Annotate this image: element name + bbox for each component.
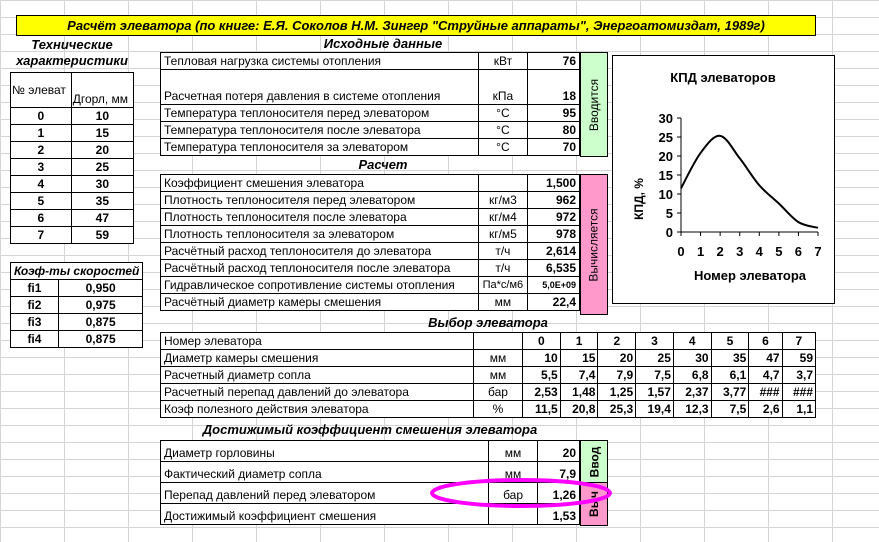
chart-y-tick-label: 20 [658, 149, 673, 164]
tech-throat: 15 [71, 125, 133, 142]
select-cell: 2,6 [749, 401, 782, 418]
select-cell: 1,57 [636, 384, 674, 401]
select-cell: 6,1 [711, 367, 749, 384]
reach-input-label: Ввод [580, 440, 608, 484]
select-cell: 25,3 [598, 401, 636, 418]
speed-value: 0,975 [58, 297, 142, 314]
tech-number: 1 [11, 125, 72, 142]
calc-unit: кг/м3 [478, 192, 528, 209]
reach-unit: мм [488, 462, 538, 483]
calc-label: Гидравлическое сопротивление системы отопления [161, 277, 479, 294]
select-cell: 7 [782, 333, 815, 350]
tech-number: 0 [11, 108, 72, 125]
select-cell: 6 [749, 333, 782, 350]
select-cell: 30 [673, 350, 711, 367]
calc-side-label: Вычисляется [580, 174, 608, 315]
input-unit: кВт [478, 53, 528, 70]
highlight-ellipse [428, 476, 614, 510]
select-cell: 2 [598, 333, 636, 350]
chart-x-tick-label: 3 [736, 244, 744, 259]
input-label: Тепловая нагрузка системы отопления [161, 53, 479, 70]
select-label: Номер элеватора [161, 333, 474, 350]
input-label: Температура теплоносителя перед элеватором [161, 105, 479, 122]
calc-unit: Па*с/м6 [478, 277, 528, 294]
select-cell: ### [782, 384, 815, 401]
tech-number: 3 [11, 159, 72, 176]
select-cell: 20 [598, 350, 636, 367]
calc-label: Плотность теплоносителя за элеватором [161, 226, 479, 243]
reach-calc-label: Выч [580, 482, 608, 526]
select-cell: 1,25 [598, 384, 636, 401]
select-cell: 11,5 [523, 401, 561, 418]
input-side-label: Вводится [580, 52, 608, 157]
tech-number: 4 [11, 176, 72, 193]
speed-table [10, 262, 143, 348]
calc-label: Плотность теплоносителя после элеватора [161, 209, 479, 226]
select-cell: 10 [523, 350, 561, 367]
input-unit: °C [478, 122, 528, 139]
input-label: Расчетная потеря давления в системе отопления [161, 70, 479, 105]
reach-label: Перепад давлений перед элеватором [161, 483, 489, 504]
reach-unit: мм [488, 441, 538, 462]
tech-throat: 20 [71, 142, 133, 159]
calc-unit: кг/м4 [478, 209, 528, 226]
tech-throat: 30 [71, 176, 133, 193]
calc-value: 972 [528, 209, 580, 226]
select-table [160, 332, 816, 418]
input-value: 76 [528, 53, 580, 70]
chart-y-tick-label: 15 [658, 168, 673, 183]
speed-header: Коэф-ты скоростей [11, 263, 143, 280]
select-cell: 19,4 [636, 401, 674, 418]
calc-label: Плотность теплоносителя перед элеватором [161, 192, 479, 209]
chart-title: КПД элеваторов [670, 70, 776, 85]
speed-name: fi4 [11, 331, 59, 348]
tech-col1: № элеват [11, 73, 72, 108]
select-cell: 3,7 [782, 367, 815, 384]
select-cell: 59 [782, 350, 815, 367]
tech-throat: 35 [71, 193, 133, 210]
chart-y-tick-label: 0 [665, 225, 673, 240]
select-unit: мм [474, 350, 523, 367]
speed-value: 0,875 [58, 331, 142, 348]
chart-y-tick-label: 10 [658, 187, 673, 202]
tech-header: Технические характеристики [16, 37, 128, 68]
select-label: Коэф полезного действия элеватора [161, 401, 474, 418]
input-value: 70 [528, 139, 580, 156]
tech-number: 7 [11, 227, 72, 244]
speed-name: fi1 [11, 280, 59, 297]
select-cell: 15 [560, 350, 598, 367]
reach-unit: бар [488, 483, 538, 504]
input-label: Температура теплоносителя после элеватора [161, 122, 479, 139]
calc-unit: кг/м5 [478, 226, 528, 243]
calc-value: 6,535 [528, 260, 580, 277]
chart-x-tick-label: 2 [716, 244, 724, 259]
chart-series-line [681, 136, 818, 228]
select-cell: 20,8 [560, 401, 598, 418]
select-unit: бар [474, 384, 523, 401]
sheet-title: Расчёт элеватора (по книге: Е.Я. Соколов Н.М. Зингер "Струйные аппараты", Энергоатомиздат, 1989г) [16, 15, 816, 36]
chart-x-tick-label: 1 [696, 244, 705, 259]
select-cell: 47 [749, 350, 782, 367]
chart-xlabel: Номер элеватора [693, 268, 807, 283]
select-cell: 7,5 [711, 401, 749, 418]
select-label: Расчетный диаметр сопла [161, 367, 474, 384]
reach-value: 1,53 [538, 504, 580, 525]
select-cell: 1,48 [560, 384, 598, 401]
input-value: 95 [528, 105, 580, 122]
chart-x-tick-label: 4 [755, 244, 763, 259]
reach-label: Фактический диаметр сопла [161, 462, 489, 483]
reach-header: Достижимый коэффициент смешения элеватора [202, 422, 538, 437]
tech-throat: 59 [71, 227, 133, 244]
reach-value: 1,26 [538, 483, 580, 504]
speed-name: fi3 [11, 314, 59, 331]
tech-number: 2 [11, 142, 72, 159]
input-table [160, 52, 580, 156]
calc-label: Расчётный расход теплоносителя до элеватора [161, 243, 479, 260]
select-cell: 7,9 [598, 367, 636, 384]
input-header: Исходные данные [323, 36, 443, 51]
chart-svg [613, 56, 834, 303]
chart-x-tick-label: 5 [775, 244, 783, 259]
select-cell: 25 [636, 350, 674, 367]
calc-value: 5,0E+09 [528, 277, 580, 294]
tech-col2: Дгорл, мм [71, 73, 133, 108]
select-cell: 3 [636, 333, 674, 350]
speed-name: fi2 [11, 297, 59, 314]
calc-value: 1,500 [528, 175, 580, 192]
input-value: 80 [528, 122, 580, 139]
calc-value: 22,4 [528, 294, 580, 311]
tech-throat: 10 [71, 108, 133, 125]
reach-value: 20 [538, 441, 580, 462]
select-unit: % [474, 401, 523, 418]
input-label: Температура теплоносителя за элеватором [161, 139, 479, 156]
tech-number: 6 [11, 210, 72, 227]
select-label: Диаметр камеры смешения [161, 350, 474, 367]
chart-y-tick-label: 25 [658, 130, 673, 145]
chart-x-tick-label: 6 [794, 244, 803, 259]
chart-y-tick-label: 30 [658, 111, 673, 126]
select-cell: 2,37 [673, 384, 711, 401]
select-cell: 1 [560, 333, 598, 350]
efficiency-chart [612, 55, 835, 304]
calc-value: 978 [528, 226, 580, 243]
tech-throat: 25 [71, 159, 133, 176]
select-cell: ### [749, 384, 782, 401]
select-cell: 7,5 [636, 367, 674, 384]
select-header: Выбор элеватора [428, 315, 548, 330]
calc-unit [478, 175, 528, 192]
reach-label: Диаметр горловины [161, 441, 489, 462]
input-value: 18 [528, 70, 580, 105]
select-cell: 4 [673, 333, 711, 350]
chart-x-tick-label: 7 [814, 244, 822, 259]
calc-unit: т/ч [478, 243, 528, 260]
select-unit [474, 333, 523, 350]
tech-number: 5 [11, 193, 72, 210]
speed-value: 0,950 [58, 280, 142, 297]
tech-throat: 47 [71, 210, 133, 227]
input-unit: кПа [478, 70, 528, 105]
input-unit: °C [478, 105, 528, 122]
select-cell: 12,3 [673, 401, 711, 418]
select-cell: 1,1 [782, 401, 815, 418]
input-unit: °C [478, 139, 528, 156]
calc-label: Расчётный расход теплоносителя после элеватора [161, 260, 479, 277]
calc-unit: мм [478, 294, 528, 311]
calc-value: 2,614 [528, 243, 580, 260]
reach-label: Достижимый коэффициент смешения [161, 504, 489, 525]
select-cell: 35 [711, 350, 749, 367]
calc-label: Коэффициент смешения элеватора [161, 175, 479, 192]
select-cell: 2,53 [523, 384, 561, 401]
select-cell: 5 [711, 333, 749, 350]
calc-unit: т/ч [478, 260, 528, 277]
chart-y-tick-label: 5 [665, 206, 673, 221]
select-cell: 0 [523, 333, 561, 350]
select-cell: 6,8 [673, 367, 711, 384]
chart-x-tick-label: 0 [677, 244, 685, 259]
reach-value: 7,9 [538, 462, 580, 483]
calc-value: 962 [528, 192, 580, 209]
select-cell: 4,7 [749, 367, 782, 384]
calc-label: Расчётный диаметр камеры смешения [161, 294, 479, 311]
calc-header: Расчет [358, 157, 408, 172]
select-cell: 3,77 [711, 384, 749, 401]
select-cell: 7,4 [560, 367, 598, 384]
calc-table [160, 174, 580, 311]
tech-table [10, 72, 134, 244]
select-label: Расчетный перепад давлений до элеватора [161, 384, 474, 401]
chart-ylabel: КПД, % [632, 178, 646, 220]
speed-value: 0,875 [58, 314, 142, 331]
select-cell: 5,5 [523, 367, 561, 384]
select-unit: мм [474, 367, 523, 384]
